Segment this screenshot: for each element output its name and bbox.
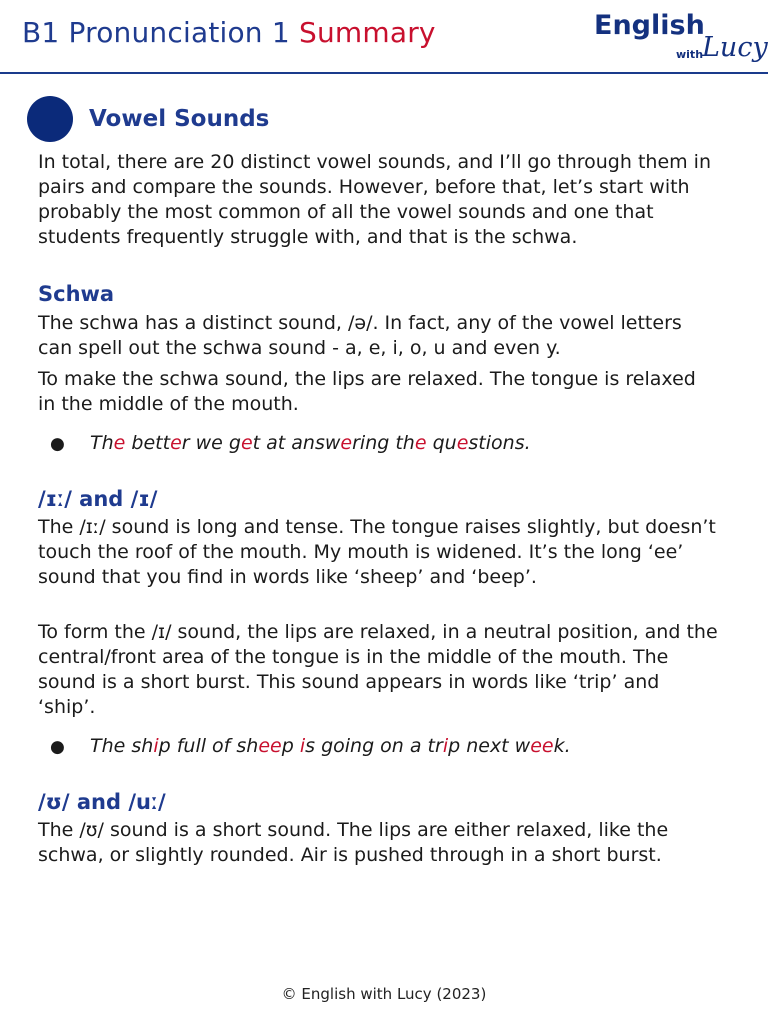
highlighted-vowel: e xyxy=(414,432,427,454)
sentence-fragment: Th xyxy=(90,432,114,454)
ii-paragraph-2: To form the /ɪ/ sound, the lips are relaxed, in a neutral position, and the central/front area of the tongue is in the middle of the mouth. The sound is a short burst. This sound appears in words like ‘trip’ and ‘ship’. xyxy=(38,621,718,718)
intro-paragraph: In total, there are 20 distinct vowel sounds, and I’ll go through them in pairs and compare the sounds. However, before that, let’s start with probably the most common of all the vowel sounds and one that students frequently struggle with, and that is the schwa. xyxy=(38,151,711,248)
schwa-paragraph-2: To make the schwa sound, the lips are relaxed. The tongue is relaxed in the middle of the mouth. xyxy=(38,368,696,415)
sentence-fragment: qu xyxy=(426,432,457,454)
example-sentence xyxy=(90,431,531,456)
section-title: Vowel Sounds xyxy=(89,106,270,132)
sentence-fragment: k. xyxy=(553,735,571,757)
example-sentence xyxy=(90,734,571,759)
schwa-paragraph-1: The schwa has a distinct sound, /ə/. In fact, any of the vowel letters can spell out the schwa sound - a, e, i, o, u and even y. xyxy=(38,312,682,359)
sentence-fragment: p full of sh xyxy=(158,735,259,757)
bullet-icon: ● xyxy=(50,434,65,454)
sentence-fragment: The sh xyxy=(90,735,154,757)
main-content xyxy=(38,96,718,868)
footer-copyright: © English with Lucy (2023) xyxy=(281,985,487,1003)
sentence-fragment: p xyxy=(281,735,300,757)
uu-heading: /ʊ/ and /uː/ xyxy=(38,790,166,814)
logo-lucy: Lucy xyxy=(702,32,768,63)
title-accent: Summary xyxy=(298,16,436,49)
sentence-fragment: s going on a tr xyxy=(305,735,443,757)
page-title xyxy=(22,16,436,49)
bullet-icon: ● xyxy=(50,737,65,757)
ii-heading: /ɪː/ and /ɪ/ xyxy=(38,487,158,511)
ii-paragraph-1: The /ɪː/ sound is long and tense. The tongue raises slightly, but doesn’t touch the roof of the mouth. My mouth is widened. It’s the long ‘ee’ sound that you find in words like ‘sheep’ and ‘beep’. xyxy=(38,516,716,588)
brand-logo xyxy=(592,10,768,66)
page-header xyxy=(0,0,768,74)
highlighted-vowel: e xyxy=(113,432,126,454)
header-divider xyxy=(0,72,768,74)
sentence-fragment: bett xyxy=(125,432,171,454)
section-dot-icon xyxy=(27,96,73,142)
highlighted-vowel: i xyxy=(153,735,159,757)
highlighted-vowel: e xyxy=(340,432,353,454)
sentence-fragment: r we g xyxy=(181,432,241,454)
highlighted-vowel: i xyxy=(442,735,449,757)
highlighted-vowel: i xyxy=(299,735,306,757)
sentence-fragment: p next w xyxy=(448,735,531,757)
highlighted-vowel: ee xyxy=(530,735,554,757)
highlighted-vowel: e xyxy=(240,432,253,454)
schwa-example xyxy=(38,431,718,457)
highlighted-vowel: e xyxy=(456,432,469,454)
highlighted-vowel: ee xyxy=(258,735,282,757)
logo-with: with xyxy=(676,48,704,61)
sentence-fragment: stions. xyxy=(468,432,531,454)
sentence-fragment: t at answ xyxy=(252,432,341,454)
uu-paragraph-1: The /ʊ/ sound is a short sound. The lips are either relaxed, like the schwa, or slightly rounded. Air is pushed through in a short burst. xyxy=(38,819,669,866)
section-header xyxy=(38,96,718,142)
sentence-fragment: ring th xyxy=(352,432,415,454)
title-main: B1 Pronunciation 1 xyxy=(22,16,290,49)
ii-example xyxy=(38,734,718,760)
logo-english: English xyxy=(594,10,705,41)
schwa-heading: Schwa xyxy=(38,282,115,306)
highlighted-vowel: e xyxy=(170,432,182,454)
